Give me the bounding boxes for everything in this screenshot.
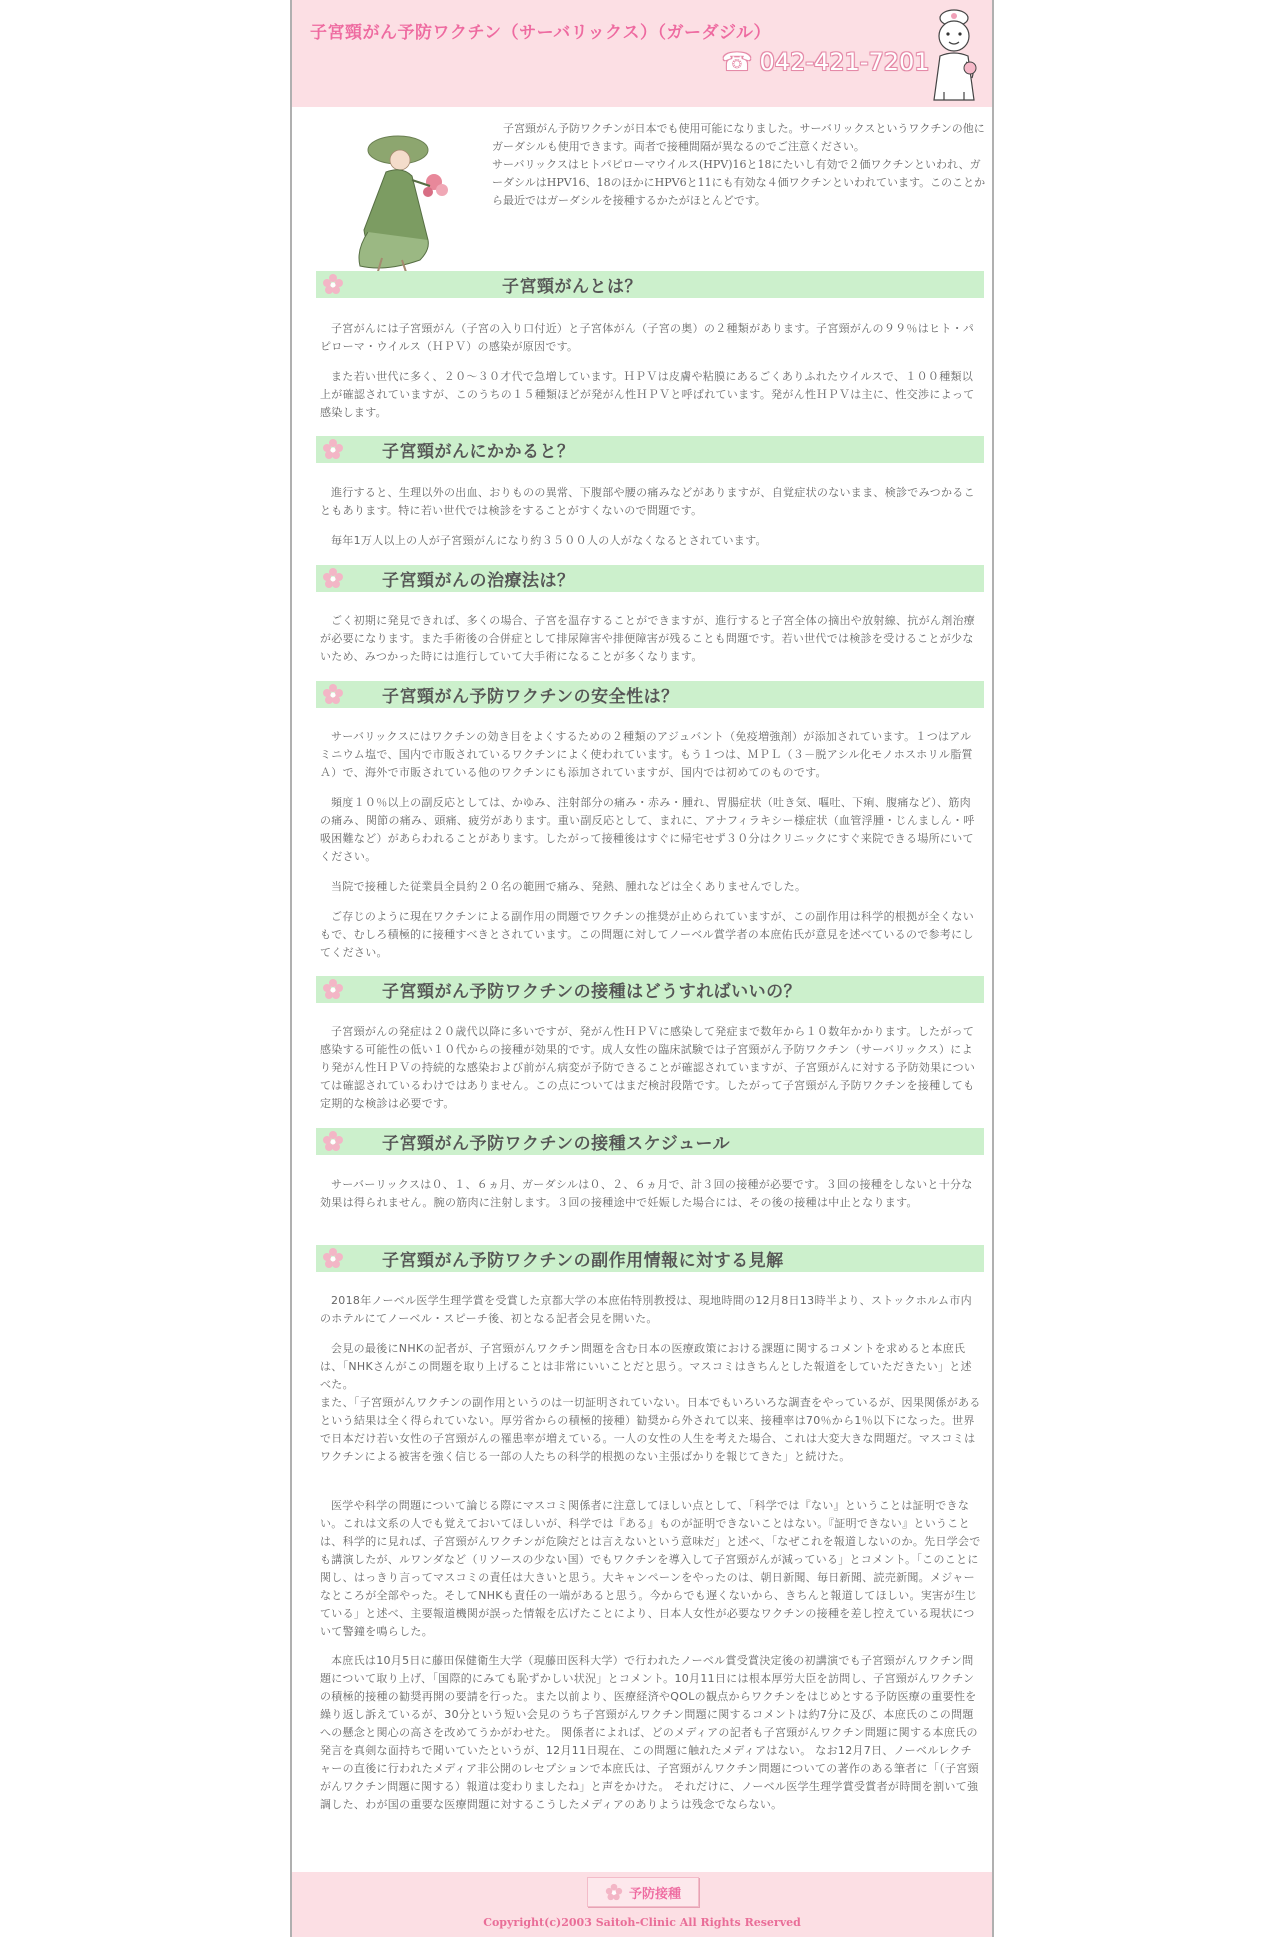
section-paragraph: 進行すると、生理以外の出血、おりものの異常、下腹部や腰の痛みなどがありますが、自覚症状のないまま、検診でみつかることもあります。特に若い世代では検診をすることがすくないので問題です。: [320, 486, 975, 517]
intro-section: [316, 118, 986, 268]
section-heading-treatment: [316, 565, 984, 592]
section-paragraph: 2018年ノーベル医学生理学賞を受賞した京都大学の本庶佑特別教授は、現地時間の12月8日13時半より、ストックホルム市内のホテルにてノーベル・スピーチ後、初となる記者会見を開いた。: [320, 1294, 972, 1325]
flower-icon: [322, 1130, 344, 1152]
section-heading-text: 子宮頸がんの治療法は？: [382, 571, 575, 591]
section-paragraph: 頻度１０％以上の副反応としては、かゆみ、注射部分の痛み・赤み・腫れ、胃腸症状（吐き気、嘔吐、下痢、腹痛など）、筋肉の痛み、関節の痛み、頭痛、疲労があります。重い副反応として、まれに、アナフィラキシー様症状（血管浮腫・じんましん・呼吸困難など）があらわれることがあります。したがって接種後はすぐに帰宅せず３０分はクリニックにすぐ来院できる場所にいてください。: [320, 796, 975, 863]
section-paragraph: 子宮頸がんの発症は２０歳代以降に多いですが、発がん性ＨＰＶに感染して発症まで数年から１０数年かかります。したがって感染する可能性の低い１０代からの接種が効果的です。成人女性の臨床試験では子宮頸がん予防ワクチン（サーバリックス）により発がん性ＨＰＶの持続的な感染および前がん病変が予防できることが確認されていますが、子宮頸がんに対する予防効果については確認されているわけではありません。この点についてはまだ検討段階です。したがって子宮頸がん予防ワクチンを接種しても定期的な検診は必要です。: [320, 1025, 976, 1110]
phone-number[interactable]: ☎ 042-421-7201: [722, 48, 930, 76]
section-paragraph: 本庶氏は10月5日に藤田保健衛生大学（現藤田医科大学）で行われたノーベル賞受賞決定後の初講演でも子宮頸がんワクチン問題について取り上げ、「国際的にみても恥ずかしい状況」とコメント。10月11日には根本厚労大臣を訪問し、子宮頸がんワクチンの積極的接種の勧奨再開の要請を行った。また以前より、医療経済やQOLの観点からワクチンをはじめとする予防医療の重要性を繰り返し訴えているが、30分という短い会見のうち子宮頸がんワクチン問題に関するコメントは約7分に及び、本庶氏のこの問題への懸念と関心の高さを改めてうかがわせた。 関係者によれば、どのメディアの記者も子宮頸がんワクチン問題に関する本庶氏の発言を真剣な面持ちで聞いていたというが、12月11日現在、この問題に触れたメディアはない。 なお12月7日、ノーベルレクチャーの直後に行われたメディア非公開のレセプションで本庶氏は、子宮頸がんワクチン問題についての著作のある筆者に「（子宮頸がんワクチン問題に関する）報道は変わりましたね」と声をかけた。 それだけに、ノーベル医学生理学賞受賞者が時間を割いて強調した、わが国の重要な医療問題に対するこうしたメディアのありようは残念でならない。: [320, 1654, 979, 1811]
section-heading-symptoms: [316, 436, 984, 463]
intro-text: [492, 120, 986, 210]
flower-icon: [322, 567, 344, 589]
section-paragraph: 会見の最後にNHKの記者が、子宮頸がんワクチン問題を含む日本の医療政策における課題に関するコメントを求めると本庶氏は、「NHKさんがこの問題を取り上げることは非常にいいことだと思う。マスコミはきちんとした報道をしていただきたい」と述べた。 また、「子宮頸がんワクチンの副作用というのは一切証明されていない。日本でもいろいろな調査をやっているが、因果関係があるという結果は全く得られていない。厚労省からの積極的接種）勧奨から外されて以来、接種率は70％から1％以下になった。世界で日本だけ若い女性の子宮頸がんの罹患率が増えている。一人の女性の人生を考えた場合、これは大変大きな問題だ。マスコミはワクチンによる被害を強く信じる一部の人たちの科学的根拠のない主張ばかりを報じてきた」と続けた。: [320, 1342, 981, 1463]
section-paragraph: ご存じのように現在ワクチンによる副作用の問題でワクチンの推奨が止められていますが、この副作用は科学的根拠が全くないもで、むしろ積極的に接種すべきとされています。この問題に対してノーベル賞学者の本庶佑氏が意見を述べているので参考にしてください。: [320, 910, 974, 959]
section-paragraph: サーバリックスにはワクチンの効き目をよくするための２種類のアジュバント（免疫増強剤）が添加されています。１つはアルミニウム塩で、国内で市販されているワクチンによく使われています。もう１つは、ＭＰＬ（３－脱アシル化モノホスホリル脂質Ａ）で、海外で市販されている他のワクチンにも添加されていますが、国内では初めてのものです。: [320, 730, 973, 779]
section-heading-text: 子宮頸がんにかかると？: [382, 442, 575, 462]
section-heading-text: 子宮頸がんとは？: [502, 277, 642, 297]
intro-line: 子宮頸がん予防ワクチンが日本でも使用可能になりました。サーバリックスというワクチンの他にガーダシルも使用できます。両者で接種間隔が異なるのでご注意ください。: [492, 122, 985, 153]
section-heading-how-to: [316, 976, 984, 1003]
page-container: [290, 0, 994, 1937]
section-paragraph: 医学や科学の問題について論じる際にマスコミ関係者に注意してほしい点として、「科学では『ない』ということは証明できない。これは文系の人でも覚えておいてほしいが、科学では『ある』ものが証明できないことはない。『証明できない』ということは、科学的に見れば、子宮頸がんワクチンが危険だとは言えないという意味だ」と述べ、「なぜこれを報道しないのか。先日学会でも講演したが、ルワンダなど（リソースの少ない国）でもワクチンを導入して子宮頸がんが減っている」とコメント。「このことに関し、はっきり言ってマスコミの責任は大きいと思う。大キャンペーンをやったのは、朝日新聞、毎日新聞、読売新聞。メジャーなところが全部やった。そしてNHKも責任の一端があると思う。今からでも遅くないから、きちんと報道してほしい。実害が生じている」と述べ、主要報道機関が誤った情報を広げたことにより、日本人女性が必要なワクチンの接種を差し控えている現状について警鐘を鳴らした。: [320, 1499, 981, 1638]
page-title: 子宮頸がん予防ワクチン（サーバリックス）（ガーダジル）: [310, 23, 772, 43]
section-paragraph: 毎年1万人以上の人が子宮頸がんになり約３５００人の人がなくなるとされています。: [331, 534, 767, 547]
section-paragraph: ごく初期に発見できれば、多くの場合、子宮を温存することができますが、進行すると子宮全体の摘出や放射線、抗がん剤治療が必要になります。また手術後の合併症として排尿障害や排便障害が残ることも問題です。若い世代では検診を受けることが少ないため、みつかった時には進行していて大手術になることが多くなります。: [320, 614, 976, 663]
section-paragraph: サーバーリックスは０、１、６ヵ月、ガーダシルは０、２、６ヵ月で、計３回の接種が必要です。３回の接種をしないと十分な効果は得られません。腕の筋肉に注射します。３回の接種途中で妊娠した場合には、その後の接種は中止となります。: [320, 1178, 973, 1209]
section-heading-text: 子宮頸がん予防ワクチンの接種スケジュール: [382, 1134, 731, 1154]
section-paragraph: 子宮がんには子宮頸がん（子宮の入り口付近）と子宮体がん（子宮の奥）の２種類があります。子宮頸がんの９９％はヒト・パピローマ・ウイルス（ＨＰＶ）の感染が原因です。: [320, 322, 975, 353]
section-heading-side-effects: [316, 1245, 984, 1272]
intro-line: サーバリックスはヒトパピローマウイルス(HPV)16と18にたいし有効で２価ワクチンといわれ、ガーダシルはHPV16、18のほかにHPV6と11にも有効な４価ワクチンといわれています。このことから最近ではガーダシルを接種するかたがほとんどです。: [492, 158, 986, 207]
flower-icon: [322, 438, 344, 460]
section-heading-safety: [316, 681, 984, 708]
vaccination-nav-label: 予防接種: [628, 1886, 681, 1902]
flower-icon: [322, 978, 344, 1000]
dancing-girl-illustration-icon: [316, 120, 476, 290]
copyright: Copyright(c)2003 Saitoh-Clinic All Rights Reserved: [483, 1916, 801, 1929]
section-heading-text: 子宮頸がん予防ワクチンの副作用情報に対する見解: [382, 1251, 784, 1271]
flower-icon: [322, 683, 344, 705]
footer: [292, 1872, 992, 1937]
flower-icon: [322, 273, 344, 295]
nurse-illustration-icon: [922, 6, 986, 104]
section-paragraph: 当院で接種した従業員全員約２０名の範囲で痛み、発熱、腫れなどは全くありませんでした。: [331, 880, 807, 893]
section-paragraph: また若い世代に多く、２０～３０才代で急増しています。ＨＰＶは皮膚や粘膜にあるごくありふれたウイルスで、１００種類以上が確認されていますが、このうちの１５種類ほどが発がん性ＨＰＶと呼ばれています。発がん性ＨＰＶは主に、性交渉によって感染します。: [320, 370, 975, 419]
header: [292, 0, 992, 107]
vaccination-nav-button[interactable]: [587, 1877, 699, 1907]
section-heading-schedule: [316, 1128, 984, 1155]
flower-icon: [605, 1883, 623, 1901]
flower-icon: [322, 1247, 344, 1269]
section-heading-text: 子宮頸がん予防ワクチンの接種はどうすればいいの？: [382, 982, 802, 1002]
section-heading-what-is: [316, 271, 984, 298]
section-heading-text: 子宮頸がん予防ワクチンの安全性は？: [382, 687, 679, 707]
